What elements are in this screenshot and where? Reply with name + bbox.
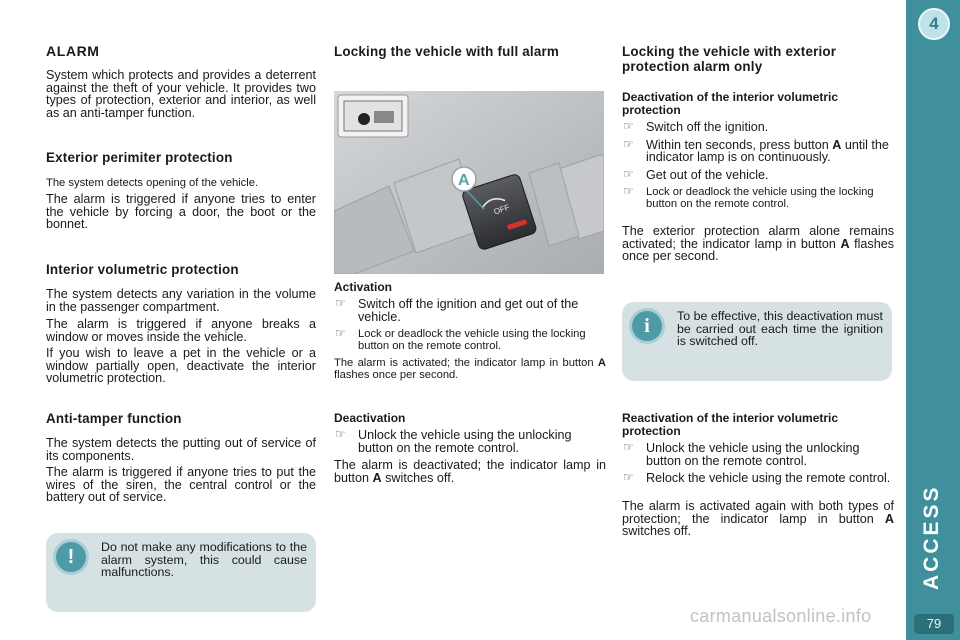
chapter-badge: 4 bbox=[918, 8, 950, 40]
interior-p2: The alarm is triggered if anyone breaks a window or moves inside the vehicle. bbox=[46, 317, 316, 344]
activation-result: The alarm is activated; the indicator lamp in button A flashes once per second. bbox=[334, 357, 606, 381]
warning-note-text: Do not make any modifications to the alarm system, this could cause malfunctions. bbox=[101, 540, 307, 580]
interior-heading: Interior volumetric protection bbox=[46, 262, 239, 277]
info-note-text: To be effective, this deactivation must be carried out each time the ignition is switched off. bbox=[677, 309, 883, 349]
hand-pointer-icon: ☞ bbox=[623, 166, 634, 181]
full-alarm-title: Locking the vehicle with full alarm bbox=[334, 44, 560, 59]
hand-pointer-icon: ☞ bbox=[335, 296, 346, 310]
deactivation-result: The alarm is deactivated; the indicator lamp in button A switches off. bbox=[334, 458, 606, 485]
hand-pointer-icon: ☞ bbox=[623, 184, 634, 199]
alarm-title: ALARM bbox=[46, 43, 100, 59]
hand-pointer-icon: ☞ bbox=[623, 119, 634, 133]
tamper-p2: The alarm is triggered if anyone tries to put the wires of the siren, the central control or the battery out of service. bbox=[46, 465, 316, 505]
tamper-heading: Anti-tamper function bbox=[46, 411, 182, 426]
hand-pointer-icon: ☞ bbox=[623, 470, 634, 485]
list-item: ☞ Unlock the vehicle using the unlocking button on the remote control. bbox=[335, 427, 572, 455]
alarm-intro: System which protects and provides a deterrent against the theft of your vehicle. It provides two types of protection, exterior and interior, as well as an anti-tamper function. bbox=[46, 68, 316, 120]
list-item: ☞ Within ten seconds, press button A until the indicator lamp is on continuously. bbox=[623, 136, 889, 165]
exterior-only-title: Locking the vehicle with exterior protection alarm only bbox=[622, 44, 837, 74]
hand-pointer-icon: ☞ bbox=[335, 326, 346, 341]
chapter-sidebar bbox=[906, 0, 960, 640]
list-item: ☞ Lock or deadlock the vehicle using the locking button on the remote control. bbox=[335, 326, 586, 353]
deactivation-heading: Deactivation bbox=[334, 411, 406, 425]
deact-interior-result: The exterior protection alarm alone remains activated; the indicator lamp in button A flashes once per second. bbox=[622, 224, 894, 264]
deact-interior-list bbox=[622, 121, 894, 215]
dashboard-illustration bbox=[334, 91, 604, 274]
react-interior-result: The alarm is activated again with both types of protection; the indicator lamp in button A switches off. bbox=[622, 499, 894, 539]
exterior-p1: The system detects opening of the vehicle. bbox=[46, 177, 259, 189]
list-item: ☞ Lock or deadlock the vehicle using the locking button on the remote control. bbox=[623, 184, 874, 211]
deactivation-list bbox=[334, 429, 606, 459]
interior-p3: If you wish to leave a pet in the vehicle or a window partially open, deactivate the interior volumetric protection. bbox=[46, 346, 316, 386]
activation-list bbox=[334, 298, 606, 357]
react-interior-heading: Reactivation of the interior volumetric protection bbox=[622, 411, 839, 438]
label-a: A bbox=[458, 172, 470, 189]
alarm-button-photo bbox=[334, 91, 604, 274]
interior-p1: The system detects any variation in the volume in the passenger compartment. bbox=[46, 287, 316, 314]
list-item: ☞ Relock the vehicle using the remote control. bbox=[623, 470, 891, 486]
info-circle-icon: i bbox=[632, 311, 662, 341]
page-number: 79 bbox=[914, 614, 954, 634]
react-interior-list bbox=[622, 442, 894, 490]
list-item: ☞ Unlock the vehicle using the unlocking button on the remote control. bbox=[623, 440, 860, 468]
exclamation-circle-icon: ! bbox=[56, 542, 86, 572]
warning-note bbox=[46, 533, 316, 612]
exterior-heading: Exterior perimiter protection bbox=[46, 150, 233, 165]
list-item: ☞ Switch off the ignition and get out of the vehicle. bbox=[335, 296, 579, 324]
exterior-p2: The alarm is triggered if anyone tries to enter the vehicle by forcing a door, the boot or the bonnet. bbox=[46, 192, 316, 232]
deact-interior-heading: Deactivation of the interior volumetric protection bbox=[622, 90, 839, 117]
hand-pointer-icon: ☞ bbox=[335, 427, 346, 441]
watermark: carmanualsonline.info bbox=[690, 606, 872, 626]
hand-pointer-icon: ☞ bbox=[623, 440, 634, 454]
info-note bbox=[622, 302, 892, 381]
tamper-p1: The system detects the putting out of service of its components. bbox=[46, 436, 316, 463]
hand-pointer-icon: ☞ bbox=[623, 136, 634, 151]
activation-heading: Activation bbox=[334, 280, 393, 294]
list-item: ☞ Get out of the vehicle. bbox=[623, 166, 769, 182]
button-off-label: OFF bbox=[492, 202, 511, 217]
section-label: ACCESS bbox=[920, 484, 943, 590]
list-item: ☞ Switch off the ignition. bbox=[623, 119, 769, 134]
